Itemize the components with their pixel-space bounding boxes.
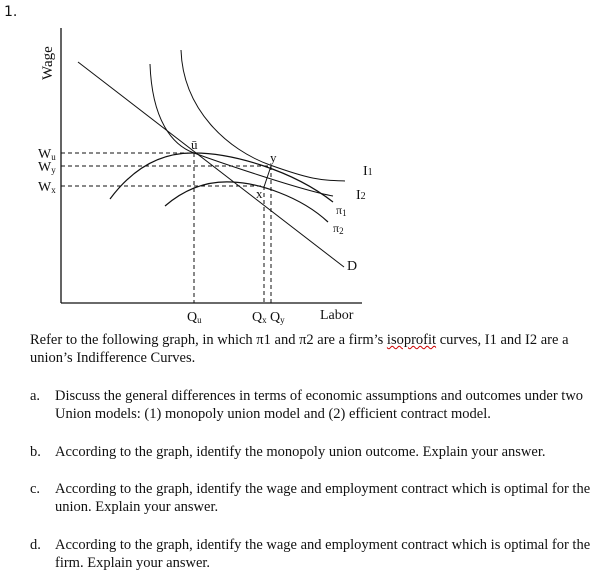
x-axis-label: Labor [320,308,354,323]
question-c: c. According to the graph, identify the wage and employment contract which is optimal for the union. Explain your answer. [30,481,591,515]
intro-paragraph: Refer to the following graph, in which π1 and π2 are a firm’s isoprofit curves, I1 and I2 are a union’s Indifference Curves. [30,332,569,366]
demand-label: D [347,259,358,274]
point-y-label: y [270,150,277,165]
q-u-label: Qu [187,310,202,325]
wage-u-label: Wu [38,147,56,162]
isoprofit-curve-pi1 [110,153,333,202]
point-u-label: ū [191,137,198,152]
wage-y-label: Wy [38,160,56,175]
question-number: 1. [4,4,18,20]
y-axis-label: Wage [40,46,56,80]
q-y-label: Qy [270,310,285,325]
indifference-curve-i1 [181,50,345,181]
question-a: a. Discuss the general differences in terms of economic assumptions and outcomes under two Union models: (1) monopoly union model and (2) efficient contract model. [30,388,584,422]
q-x-label: Qx [252,310,267,325]
pi1-label: π1 [336,203,347,218]
point-x-label: x [256,186,263,201]
contract-curve [264,166,271,187]
question-d: d. According to the graph, identify the wage and employment contract which is optimal for the firm. Explain your answer. [30,537,591,571]
question-b: b. According to the graph, identify the monopoly union outcome. Explain your answer. [30,444,546,460]
wage-x-label: Wx [38,180,56,195]
demand-curve [78,62,344,267]
pi2-label: π2 [333,221,344,236]
isoprofit-curve-pi2 [165,182,328,222]
i1-label: I1 [363,164,373,179]
i2-label: I2 [356,188,366,203]
spellcheck-flagged-word: isoprofit [386,332,437,348]
